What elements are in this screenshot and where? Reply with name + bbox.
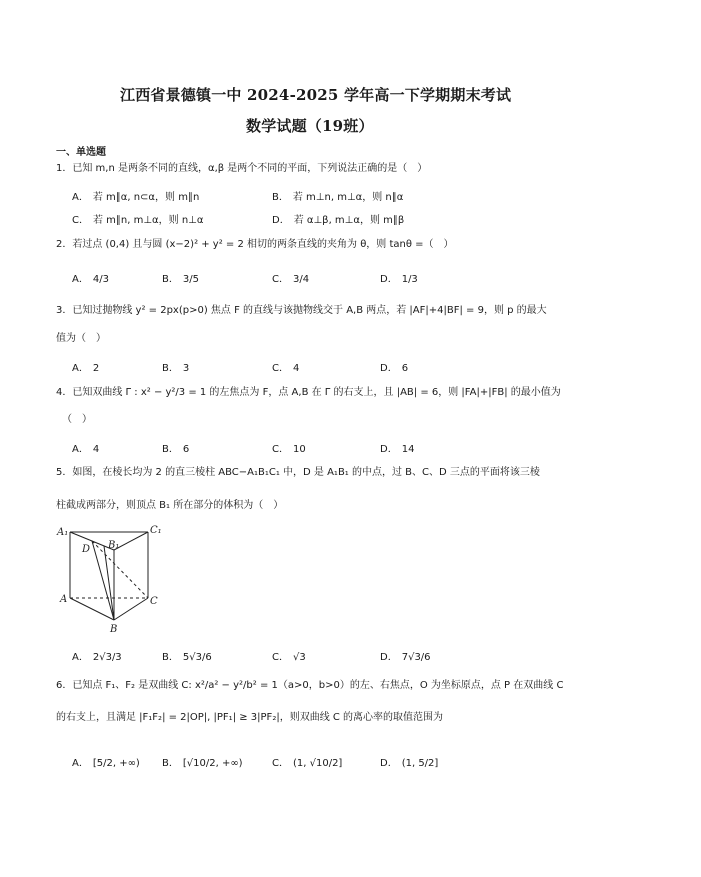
option-text: 1/3 (401, 274, 418, 285)
option-b (162, 440, 189, 455)
question-stem: 5．如图，在棱长均为 2 的直三棱柱 ABC−A₁B₁C₁ 中，D 是 A₁B₁ 的中点，过 B、C、D 三点的平面将该三棱 (56, 467, 540, 478)
option-label: B． (162, 444, 179, 455)
option-d (380, 648, 431, 663)
option-b (162, 754, 243, 769)
option-label: C． (272, 758, 289, 769)
option-text: 5√3/6 (182, 652, 212, 663)
prism-figure (56, 522, 166, 634)
label-c: C (150, 596, 158, 607)
segment-section (104, 546, 114, 620)
option-c (272, 648, 306, 663)
label-a1: A₁ (57, 527, 69, 538)
section-heading: 一、单选题 (56, 147, 106, 158)
option-text: [5/2, +∞) (92, 758, 140, 769)
option-label: A． (72, 363, 89, 374)
option-text: 4 (92, 444, 100, 455)
label-b1: B₁ (108, 540, 120, 551)
option-d (380, 270, 418, 285)
question-stem-cont: 的右支上，且满足 |F₁F₂| = 2|OP|, |PF₁| ≥ 3|PF₂|，则双曲线 C 的离心率的取值范围为 (56, 712, 444, 723)
option-label: C． (272, 274, 289, 285)
option-d (380, 440, 414, 455)
option-d (380, 754, 438, 769)
option-label: C． (72, 215, 89, 226)
edge-bc (114, 598, 148, 620)
option-text: 6 (182, 444, 190, 455)
question-stem: 3．已知过抛物线 y² = 2px(p>0) 焦点 F 的直线与该抛物线交于 A,B 两点，若 |AF|+4|BF| = 9，则 p 的最大 (56, 305, 547, 316)
option-label: D． (380, 363, 398, 374)
option-label: D． (272, 215, 290, 226)
option-label: A． (72, 758, 89, 769)
option-label: A． (72, 652, 89, 663)
option-d (380, 359, 408, 374)
option-c (272, 754, 342, 769)
option-a (72, 270, 109, 285)
option-text: √3 (292, 652, 306, 663)
edge-ab (70, 598, 114, 620)
option-label: B． (162, 363, 179, 374)
option-text: 4 (292, 363, 300, 374)
option-c (272, 359, 299, 374)
option-text: 7√3/6 (401, 652, 431, 663)
question-stem-cont: （ ） (62, 414, 92, 425)
label-a: A (60, 594, 68, 605)
option-text: 2√3/3 (92, 652, 122, 663)
question-stem: 4．已知双曲线 Γ : x² − y²/3 = 1 的左焦点为 F，点 A,B 在 Γ 的右支上，且 |AB| = 6，则 |FA|+|FB| 的最小值为 (56, 387, 561, 398)
option-b (162, 270, 199, 285)
option-a (72, 188, 199, 203)
option-text: 10 (292, 444, 306, 455)
option-text: 2 (92, 363, 100, 374)
option-b (162, 648, 212, 663)
option-label: B． (272, 192, 289, 203)
option-text: 若 m∥n, m⊥α，则 n⊥α (92, 215, 204, 226)
option-c (72, 211, 203, 226)
question-stem-cont: 柱截成两部分，则顶点 B₁ 所在部分的体积为（ ） (56, 500, 284, 511)
option-a (72, 359, 99, 374)
option-a (72, 648, 122, 663)
page-title-line2: 数学试题（19班） (246, 117, 374, 135)
option-a (72, 440, 99, 455)
segment-db (92, 541, 114, 620)
option-text: (1, √10/2] (292, 758, 343, 769)
label-c1: C₁ (150, 525, 162, 536)
option-text: 6 (401, 363, 409, 374)
option-label: A． (72, 192, 89, 203)
question-stem: 2．若过点 (0,4) 且与圆 (x−2)² + y² = 2 相切的两条直线的夹角为 θ，则 tanθ =（ ） (56, 239, 454, 250)
option-a (72, 754, 140, 769)
option-c (272, 270, 309, 285)
option-label: D． (380, 652, 398, 663)
option-label: A． (72, 274, 89, 285)
option-label: C． (272, 444, 289, 455)
question-stem-cont: 值为（ ） (56, 333, 106, 344)
option-label: B． (162, 274, 179, 285)
label-b: B (110, 624, 118, 634)
option-label: B． (162, 758, 179, 769)
option-c (272, 440, 306, 455)
option-text: 若 m∥α, n⊂α，则 m∥n (92, 192, 200, 203)
option-label: D． (380, 274, 398, 285)
option-text: [√10/2, +∞) (182, 758, 243, 769)
question-stem: 6．已知点 F₁、F₂ 是双曲线 C: x²/a² − y²/b² = 1（a>0，b>0）的左、右焦点，O 为坐标原点，点 P 在双曲线 C (56, 680, 564, 691)
option-text: 4/3 (92, 274, 109, 285)
option-b (162, 359, 189, 374)
option-text: 若 α⊥β, m⊥α，则 m∥β (293, 215, 405, 226)
option-text: 14 (401, 444, 415, 455)
option-label: D． (380, 758, 398, 769)
option-text: 3 (182, 363, 190, 374)
option-text: (1, 5/2] (401, 758, 439, 769)
option-text: 若 m⊥n, m⊥α，则 n∥α (292, 192, 404, 203)
option-label: A． (72, 444, 89, 455)
option-text: 3/4 (292, 274, 310, 285)
option-label: B． (162, 652, 179, 663)
option-d (272, 211, 404, 226)
option-label: C． (272, 363, 289, 374)
option-text: 3/5 (182, 274, 199, 285)
option-b (272, 188, 403, 203)
page-title-line1: 江西省景德镇一中 2024-2025 学年高一下学期期末考试 (120, 86, 512, 104)
question-stem: 1．已知 m,n 是两条不同的直线，α,β 是两个不同的平面，下列说法正确的是（ ） (56, 163, 428, 174)
option-label: D． (380, 444, 398, 455)
label-d: D (82, 544, 91, 555)
option-label: C． (272, 652, 289, 663)
